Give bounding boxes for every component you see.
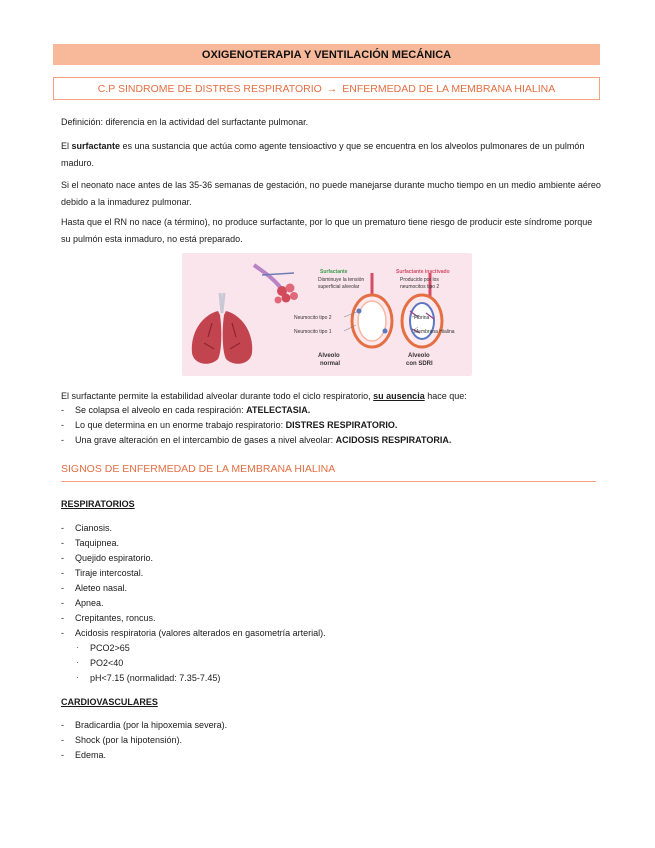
list-item: - Lo que determina en un enorme trabajo respiratorio: DISTRES RESPIRATORIO.: [61, 420, 398, 430]
surfactant-paragraph: [61, 138, 601, 172]
list-item: - Una grave alteración en el intercambio de gases a nivel alveolar: ACIDOSIS RESPIRATORIA.: [61, 435, 452, 445]
surfactant-rest: es una sustancia que actúa como agente tensioactivo y que se encuentra en los alveolos pulmonares de un pulmón maduro.: [61, 141, 585, 168]
label-fibrina: Fibrina: [414, 315, 430, 321]
bronchiole-graphic: [254, 265, 298, 304]
label-inactivado-desc1: Producido por los: [400, 277, 439, 283]
label-sdri1: Alveolo: [408, 353, 430, 359]
topic-subtitle: [53, 77, 600, 100]
list-item: - Cianosis.: [61, 523, 113, 533]
list-item: - Acidosis respiratoria (valores alterados en gasometría arterial).: [61, 628, 326, 638]
absence-intro-tail: hace que:: [424, 391, 467, 401]
arrow-right-icon: →: [326, 82, 338, 95]
surfactant-term: surfactante: [71, 141, 121, 151]
absence-list: [61, 403, 451, 448]
lungs-graphic: [192, 293, 252, 364]
subtitle-left: C.P SINDROME DE DISTRES RESPIRATORIO: [97, 82, 322, 95]
list-item: - Aleteo nasal.: [61, 583, 128, 593]
label-surfactante: Surfactante: [320, 269, 348, 275]
label-membrana: Membrana Hialina: [414, 329, 455, 335]
rn-paragraph: Hasta que el RN no nace (a término), no produce surfactante, por lo que un prematuro tiene riesgo de producir este síndrome porque su pulmón esta inmaduro, no está preparado.: [61, 217, 593, 244]
subtitle-right: ENFERMEDAD DE LA MEMBRANA HIALINA: [342, 82, 556, 95]
preterm-paragraph: Si el neonato nace antes de las 35-36 semanas de gestación, no puede manejarse durante mucho tiempo en un medio ambiente aéreo debido a la inmadurez pulmonar.: [61, 180, 601, 207]
list-item: · pH<7.15 (normalidad: 7.35-7.45): [76, 673, 221, 683]
respiratory-heading: RESPIRATORIOS: [61, 499, 135, 509]
list-item: - Quejido espiratorio.: [61, 553, 154, 563]
cardio-list: [61, 718, 227, 763]
cardio-heading: CARDIOVASCULARES: [61, 697, 158, 707]
label-neumocito2: Neumocito tipo 2: [294, 315, 332, 321]
list-item: · PCO2>65: [76, 643, 130, 653]
document-title: OXIGENOTERAPIA Y VENTILACIÓN MECÁNICA: [53, 44, 600, 65]
list-item: - Apnea.: [61, 598, 104, 608]
list-item: - Tiraje intercostal.: [61, 568, 144, 578]
absence-intro-lead: El surfactante permite la estabilidad alveolar durante todo el ciclo respiratorio,: [61, 391, 374, 401]
absence-item-bold: DISTRES RESPIRATORIO.: [285, 420, 398, 430]
absence-item-text: Se colapsa el alveolo en cada respiración:: [75, 405, 247, 415]
signs-divider: [61, 481, 596, 482]
label-surfactante-desc1: Disminuye la tensión: [318, 277, 365, 283]
signs-heading: SIGNOS DE ENFERMEDAD DE LA MEMBRANA HIALINA: [61, 463, 336, 475]
surfactant-lead: El: [61, 141, 72, 151]
label-sdri2: con SDRI: [406, 361, 433, 367]
definition-paragraph: Definición: diferencia en la actividad del surfactante pulmonar.: [61, 117, 309, 127]
absence-intro-underline: su ausencia: [373, 391, 425, 401]
label-neumocito1: Neumocito tipo 1: [294, 329, 332, 335]
list-item: - Crepitantes, roncus.: [61, 613, 156, 623]
label-normal2: normal: [320, 361, 341, 367]
respiratory-list: [61, 521, 326, 641]
alveolus-illustration: [182, 253, 472, 376]
absence-item-text: Lo que determina en un enorme trabajo respiratorio:: [75, 420, 286, 430]
absence-item-bold: ACIDOSIS RESPIRATORIA.: [335, 435, 452, 445]
absence-item-text: Una grave alteración en el intercambio de gases a nivel alveolar:: [75, 435, 336, 445]
label-inactivado: Surfactante inactivado: [396, 269, 450, 275]
label-inactivado-desc2: neumocitos tipo 2: [400, 284, 440, 290]
list-item: - Shock (por la hipotensión).: [61, 735, 183, 745]
list-item: - Edema.: [61, 750, 107, 760]
absence-item-bold: ATELECTASIA.: [246, 405, 311, 415]
gasometry-list: [76, 641, 220, 686]
list-item: · PO2<40: [76, 658, 124, 668]
list-item: - Bradicardia (por la hipoxemia severa).: [61, 720, 228, 730]
list-item: - Taquipnea.: [61, 538, 120, 548]
alveolus-svg: [182, 253, 472, 376]
list-item: - Se colapsa el alveolo en cada respiración: ATELECTASIA.: [61, 405, 311, 415]
label-normal1: Alveolo: [318, 353, 340, 359]
label-surfactante-desc2: superficial alveolar: [318, 284, 360, 290]
